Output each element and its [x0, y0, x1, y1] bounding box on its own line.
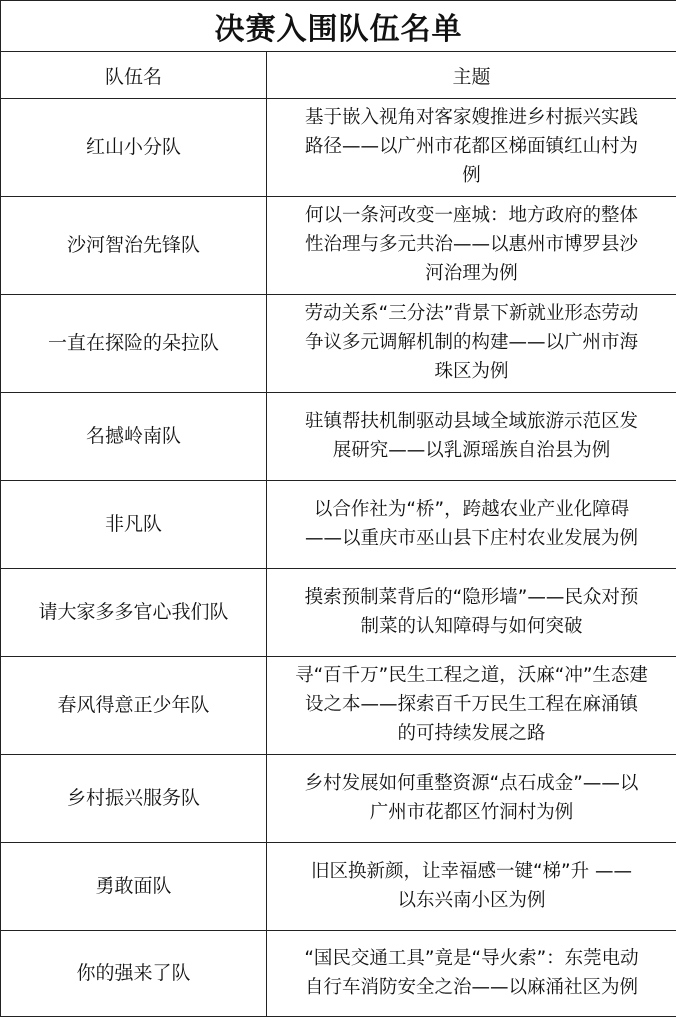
topic-line: 性治理与多元共治——以惠州市博罗县沙	[304, 234, 638, 256]
team-topic	[267, 569, 676, 657]
column-header-team: 队伍名	[1, 52, 267, 99]
topic-line: 摸索预制菜背后的“隐形墙”——民众对预	[304, 586, 639, 608]
team-topic	[267, 755, 676, 843]
topic-line: 何以一条河改变一座城：地方政府的整体	[304, 205, 638, 227]
table-row	[1, 481, 676, 569]
topic-line: 河治理为例	[425, 262, 518, 284]
team-name: 春风得意正少年队	[1, 657, 267, 755]
table-row	[1, 393, 676, 481]
team-topic	[267, 197, 676, 295]
team-topic	[267, 931, 676, 1017]
topic-line: 设之本——探索百千万民生工程在麻涌镇	[304, 694, 638, 716]
topic-line: 路径——以广州市花都区梯面镇红山村为	[304, 136, 638, 158]
topic-line: 乡村发展如何重整资源“点石成金”——以	[304, 772, 639, 794]
team-name: 非凡队	[1, 481, 267, 569]
team-topic	[267, 481, 676, 569]
topic-line: 以东兴南小区为例	[397, 889, 546, 911]
table-row	[1, 569, 676, 657]
topic-line: “国民交通工具”竟是“导火索”：东莞电动	[304, 947, 639, 969]
table-row	[1, 931, 676, 1017]
team-name: 勇敢面队	[1, 843, 267, 931]
topic-line: 制菜的认知障碍与如何突破	[360, 615, 583, 637]
topic-line: 争议多元调解机制的构建——以广州市海	[304, 332, 638, 354]
column-header-topic: 主题	[267, 52, 676, 99]
table-row	[1, 843, 676, 931]
topic-line: ——以重庆市巫山县下庄村农业发展为例	[304, 527, 638, 549]
topic-line: 自行车消防安全之治——以麻涌社区为例	[304, 976, 638, 998]
team-topic	[267, 843, 676, 931]
topic-line: 驻镇帮扶机制驱动县域全域旅游示范区发	[304, 410, 638, 432]
topic-line: 例	[462, 164, 481, 186]
header-row	[1, 52, 676, 99]
topic-line: 展研究——以乳源瑶族自治县为例	[332, 439, 611, 461]
team-name: 名撼岭南队	[1, 393, 267, 481]
topic-line: 旧区换新颜，让幸福感一键“梯”升 ——	[310, 860, 633, 882]
title-row	[1, 1, 676, 52]
table-row	[1, 755, 676, 843]
topic-line: 珠区为例	[434, 360, 509, 382]
topic-line: 广州市花都区竹洞村为例	[369, 801, 574, 823]
table-row	[1, 197, 676, 295]
topic-line: 劳动关系“三分法”背景下新就业形态劳动	[304, 303, 639, 325]
team-name: 请大家多多官心我们队	[1, 569, 267, 657]
team-name: 沙河智治先锋队	[1, 197, 267, 295]
team-name: 红山小分队	[1, 99, 267, 197]
team-name: 乡村振兴服务队	[1, 755, 267, 843]
table-title: 决赛入围队伍名单	[1, 1, 676, 52]
team-topic	[267, 295, 676, 393]
topic-line: 基于嵌入视角对客家嫂推进乡村振兴实践	[304, 107, 638, 129]
team-topic	[267, 657, 676, 755]
team-topic	[267, 99, 676, 197]
table-row	[1, 295, 676, 393]
table-row	[1, 657, 676, 755]
team-topic	[267, 393, 676, 481]
topic-line: 寻“百千万”民生工程之道，沃麻“冲”生态建	[295, 665, 648, 687]
topic-line: 以合作社为“桥”，跨越农业产业化障碍	[313, 498, 630, 520]
team-name: 你的强来了队	[1, 931, 267, 1017]
topic-line: 的可持续发展之路	[397, 722, 546, 744]
table-row	[1, 99, 676, 197]
team-name: 一直在探险的朵拉队	[1, 295, 267, 393]
